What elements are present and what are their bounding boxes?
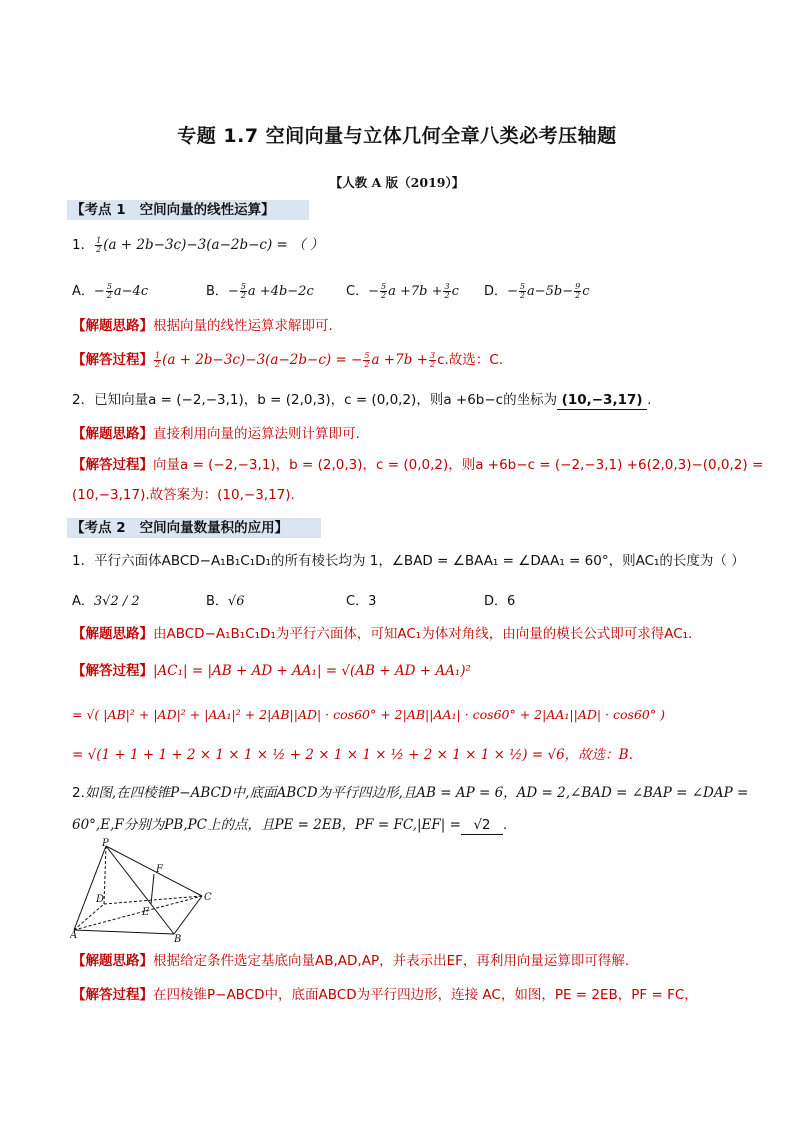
section-header-2: 【考点 2 空间向量数量积的应用】 — [67, 518, 321, 538]
idea-2-1: 【解题思路】由ABCD−A₁B₁C₁D₁为平行六面体，可知AC₁为体对角线，由向量的模长公式即可求得AC₁. — [72, 626, 693, 642]
idea-1-1: 【解题思路】根据向量的线性运算求解即可. — [72, 318, 333, 334]
question-1-2: 2．已知向量a = (−2,−3,1)，b = (2,0,3)，c = (0,0,2)，则a +6b−c的坐标为 (10,−3,17) . — [72, 392, 652, 408]
edge-pb — [106, 846, 174, 934]
label-e: E — [142, 907, 150, 918]
option-2-b[interactable]: B．√6 — [206, 594, 245, 609]
label-p: P — [102, 838, 109, 849]
option-2-c[interactable]: C．3 — [346, 594, 377, 609]
option-2-a[interactable]: A．3√2 / 2 — [72, 594, 140, 609]
edge-bc — [174, 896, 202, 934]
process-2-1-line3: = √(1 + 1 + 1 + 2 × 1 × 1 × ½ + 2 × 1 × 1 × ½ + 2 × 1 × 1 × ½) = √6，故选：B. — [72, 747, 633, 763]
edge-ab — [74, 930, 174, 934]
idea-1-2: 【解题思路】直接利用向量的运算法则计算即可. — [72, 426, 360, 442]
pyramid-figure — [70, 838, 220, 944]
label-d: D — [96, 894, 105, 905]
option-c[interactable]: C．− $\frac{5}{2}$ a +7b + $\frac{3}{2}$ c — [346, 282, 459, 300]
question-1-1: 1． $\frac{1}{2}$ (a + 2b−3c)−3(a−2b−c) = （ ） — [72, 235, 324, 254]
option-b[interactable]: B．− $\frac{5}{2}$ a +4b−2c — [206, 282, 314, 300]
process-1-2: 【解答过程】向量a = (−2,−3,1)，b = (2,0,3)，c = (0,0,2)，则a +6b−c = (−2,−3,1) +6(2,0,3)−(0,0,2) = — [72, 457, 764, 473]
process-2-1-line2: = √( |AB|² + |AD|² + |AA₁|² + 2|AB||AD| · cos60° + 2|AB||AA₁| · cos60° + 2|AA₁||AD| · cos60° ) — [72, 707, 665, 722]
option-d[interactable]: D．− $\frac{5}{2}$ a−5b− $\frac{9}{2}$ c — [484, 282, 590, 300]
segment-ef — [151, 874, 154, 904]
edition-label: 【人教 A 版（2019）】 — [329, 175, 465, 190]
page-title: 专题 1.7 空间向量与立体几何全章八类必考压轴题 — [177, 125, 617, 147]
option-a[interactable]: A．− $\frac{5}{2}$ a−4c — [72, 282, 149, 300]
idea-2-2: 【解题思路】根据给定条件选定基底向量AB,AD,AP，并表示出EF，再利用向量运算即可得解. — [72, 953, 630, 969]
edge-pa — [74, 846, 106, 930]
process-2-1: 【解答过程】|AC₁| = |AB + AD + AA₁| = √(AB + AD + AA₁)² — [72, 663, 471, 679]
label-a: A — [70, 930, 78, 941]
question-2-2-line2: 60°,E,F分别为PB,PC上的点，且PE = 2EB，PF = FC,|EF| = √2 . — [72, 817, 508, 833]
section-header-1: 【考点 1 空间向量的线性运算】 — [67, 200, 309, 220]
question-2-1: 1．平行六面体ABCD−A₁B₁C₁D₁的所有棱长均为 1，∠BAD = ∠BAA₁ = ∠DAA₁ = 60°，则AC₁的长度为（ ） — [72, 553, 745, 569]
edge-pc — [106, 846, 202, 896]
question-2-2: 2.如图,在四棱锥P−ABCD中,底面ABCD为平行四边形,且AB = AP = 6，AD = 2,∠BAD = ∠BAP = ∠DAP = — [72, 785, 749, 801]
process-1-1: 【解答过程】 $\frac{1}{2}$ (a + 2b−3c)−3(a−2b−c) = − $\frac{5}{2}$ a +7b + $\frac{3}{2}$ c.故选：C. — [72, 350, 503, 369]
process-1-2-line2: (10,−3,17).故答案为：(10,−3,17). — [72, 487, 295, 503]
label-f: F — [156, 864, 163, 875]
process-2-2: 【解答过程】在四棱锥P−ABCD中，底面ABCD为平行四边形，连接 AC，如图，PE = 2EB，PF = FC， — [72, 987, 698, 1003]
label-c: C — [204, 892, 212, 903]
edge-pd — [104, 846, 106, 904]
option-2-d[interactable]: D．6 — [484, 594, 516, 609]
label-b: B — [174, 934, 182, 944]
